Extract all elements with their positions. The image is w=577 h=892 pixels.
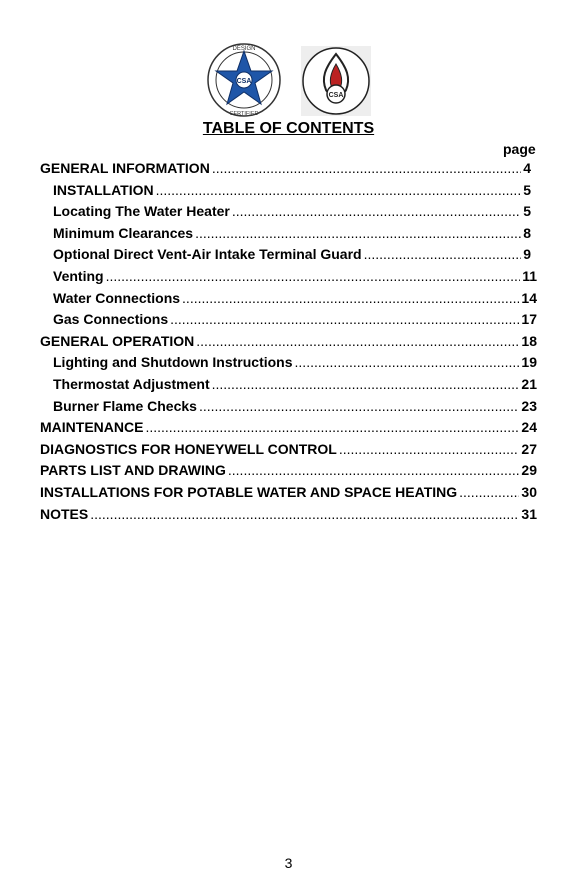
toc-entry-page: 21 bbox=[521, 375, 537, 392]
toc-entry-page: 29 bbox=[521, 462, 537, 479]
dot-leader bbox=[364, 246, 522, 262]
toc-entry-page: 24 bbox=[521, 419, 537, 436]
toc-entry-label: Venting bbox=[53, 267, 104, 284]
dot-leader bbox=[459, 484, 519, 500]
toc-entry-label: DIAGNOSTICS FOR HONEYWELL CONTROL bbox=[40, 440, 337, 457]
toc-entry bbox=[40, 398, 537, 420]
dot-leader bbox=[212, 160, 521, 176]
toc-entry-page: 17 bbox=[521, 311, 537, 328]
toc-entry-page: 5 bbox=[523, 203, 531, 220]
toc-entry-page: 14 bbox=[521, 289, 537, 306]
toc-entry-page: 18 bbox=[521, 332, 537, 349]
page-column-header: page bbox=[503, 141, 536, 157]
toc-entry-page: 23 bbox=[521, 397, 537, 414]
toc-entry-label: Minimum Clearances bbox=[53, 224, 194, 241]
dot-leader bbox=[212, 376, 520, 392]
dot-leader bbox=[106, 268, 521, 284]
toc-entry-label: MAINTENANCE bbox=[40, 419, 144, 436]
svg-text:CSA: CSA bbox=[328, 92, 344, 99]
toc-entry bbox=[40, 268, 537, 290]
toc-entry-label: NOTES bbox=[40, 505, 89, 522]
toc-entry bbox=[40, 203, 537, 225]
toc-entry-page: 30 bbox=[521, 483, 537, 500]
toc-entry-label: GENERAL OPERATION bbox=[40, 332, 195, 349]
toc-entry bbox=[40, 290, 537, 312]
toc-entry bbox=[40, 462, 537, 484]
dot-leader bbox=[170, 311, 519, 327]
toc-entry-label: Locating The Water Heater bbox=[53, 203, 230, 220]
toc-entry bbox=[40, 311, 537, 333]
toc-entry-label: Optional Direct Vent-Air Intake Terminal Guard bbox=[53, 246, 362, 263]
toc-entry-page: 5 bbox=[523, 181, 531, 198]
dot-leader bbox=[339, 441, 520, 457]
dot-leader bbox=[295, 354, 520, 370]
toc-entry bbox=[40, 182, 537, 204]
table-of-contents bbox=[40, 160, 537, 527]
toc-entry bbox=[40, 354, 537, 376]
toc-entry-page: 11 bbox=[522, 267, 537, 284]
toc-entry-label: INSTALLATIONS FOR POTABLE WATER AND SPACE HEATING bbox=[40, 483, 458, 500]
toc-entry-label: GENERAL INFORMATION bbox=[40, 160, 210, 176]
toc-entry bbox=[40, 441, 537, 463]
design-certified-star-logo bbox=[206, 42, 282, 118]
dot-leader bbox=[228, 462, 520, 478]
toc-entry-label: PARTS LIST AND DRAWING bbox=[40, 462, 226, 479]
toc-entry-label: Gas Connections bbox=[53, 311, 169, 328]
toc-entry bbox=[40, 333, 537, 355]
toc-entry-page: 9 bbox=[523, 246, 531, 263]
dot-leader bbox=[90, 506, 519, 522]
toc-entry bbox=[40, 376, 537, 398]
toc-entry-label: Lighting and Shutdown Instructions bbox=[53, 354, 293, 371]
toc-entry-label: Burner Flame Checks bbox=[53, 397, 197, 414]
dot-leader bbox=[199, 398, 519, 414]
toc-entry-label: INSTALLATION bbox=[53, 181, 154, 198]
dot-leader bbox=[196, 333, 519, 349]
toc-entry bbox=[40, 160, 537, 182]
toc-entry-page: 19 bbox=[521, 354, 537, 371]
page-title: TABLE OF CONTENTS bbox=[202, 120, 375, 137]
toc-entry-label: Water Connections bbox=[53, 289, 181, 306]
toc-entry bbox=[40, 506, 537, 528]
toc-entry-label: Thermostat Adjustment bbox=[53, 375, 210, 392]
dot-leader bbox=[232, 203, 521, 219]
toc-entry bbox=[40, 246, 537, 268]
toc-entry-page: 27 bbox=[521, 440, 537, 457]
dot-leader bbox=[156, 182, 522, 198]
toc-entry bbox=[40, 225, 537, 247]
toc-entry-page: 4 bbox=[523, 160, 531, 176]
dot-leader bbox=[145, 419, 519, 435]
toc-entry bbox=[40, 484, 537, 506]
toc-entry-page: 31 bbox=[521, 505, 537, 522]
certification-logos bbox=[0, 42, 577, 118]
csa-flame-logo bbox=[301, 46, 371, 116]
svg-text:CERTIFIED: CERTIFIED bbox=[229, 111, 259, 117]
dot-leader bbox=[195, 225, 521, 241]
toc-entry-page: 8 bbox=[523, 224, 531, 241]
svg-text:CSA: CSA bbox=[236, 78, 252, 85]
page-number: 3 bbox=[284, 855, 293, 871]
dot-leader bbox=[182, 290, 519, 306]
toc-entry bbox=[40, 419, 537, 441]
svg-text:DESIGN: DESIGN bbox=[232, 46, 256, 52]
